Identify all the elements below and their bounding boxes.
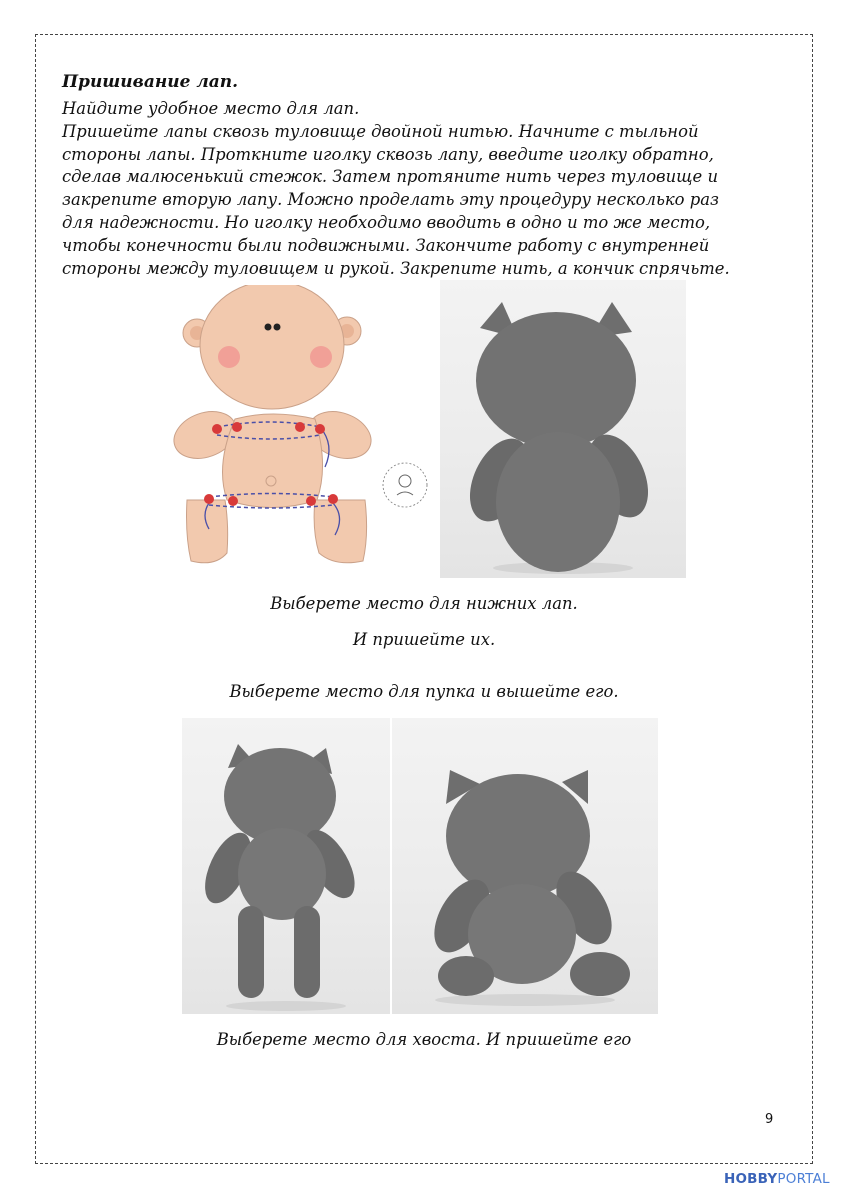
page-number: 9 xyxy=(765,1112,774,1127)
kitten-front-sitting-photo xyxy=(392,718,658,1014)
paragraph-line: Пришейте лапы сквозь туловище двойной нитью. Начните с тыльной xyxy=(62,121,699,141)
caption-navel: Выберете место для пупка и вышейте его. xyxy=(229,682,619,701)
caption-lower-paws: Выберете место для нижних лап. xyxy=(270,594,578,613)
paragraph-line: для надежности. Но иголку необходимо вводить в одно и то же место, xyxy=(62,212,711,232)
paragraph-line: стороны между туловищем и рукой. Закрепите нить, а кончик спрячьте. xyxy=(62,258,730,278)
diagram-figure xyxy=(165,285,437,575)
knitted-kitten-figure xyxy=(392,718,658,1014)
paragraph-line: стороны лапы. Проткните иголку сквозь лапу, введите иголку обратно, xyxy=(62,144,714,164)
kitten-front-standing-photo xyxy=(182,718,390,1014)
paragraph-line: сделав малюсенький стежок. Затем протяните нить через туловище и xyxy=(62,167,719,187)
knitted-kitten-figure xyxy=(440,280,686,578)
caption-tail: Выберете место для хвоста. И пришейте его xyxy=(216,1030,632,1049)
instruction-paragraph xyxy=(62,98,782,280)
paragraph-line: Найдите удобное место для лап. xyxy=(62,99,360,118)
paragraph-line: чтобы конечности были подвижными. Закончите работу с внутренней xyxy=(62,235,710,255)
brand-logo xyxy=(724,1171,830,1187)
stitching-diagram-illustration xyxy=(165,285,437,575)
knitted-kitten-figure xyxy=(182,718,390,1014)
kitten-back-arms-photo xyxy=(440,280,686,578)
caption-sew-them: И пришейте их. xyxy=(352,630,496,649)
brand-logo-part1: HOBBY xyxy=(724,1171,778,1187)
paragraph-line: закрепите вторую лапу. Можно проделать эту процедуру несколько раз xyxy=(62,190,719,210)
brand-logo-part2: PORTAL xyxy=(777,1171,830,1187)
section-title: Пришивание лап. xyxy=(62,72,239,92)
